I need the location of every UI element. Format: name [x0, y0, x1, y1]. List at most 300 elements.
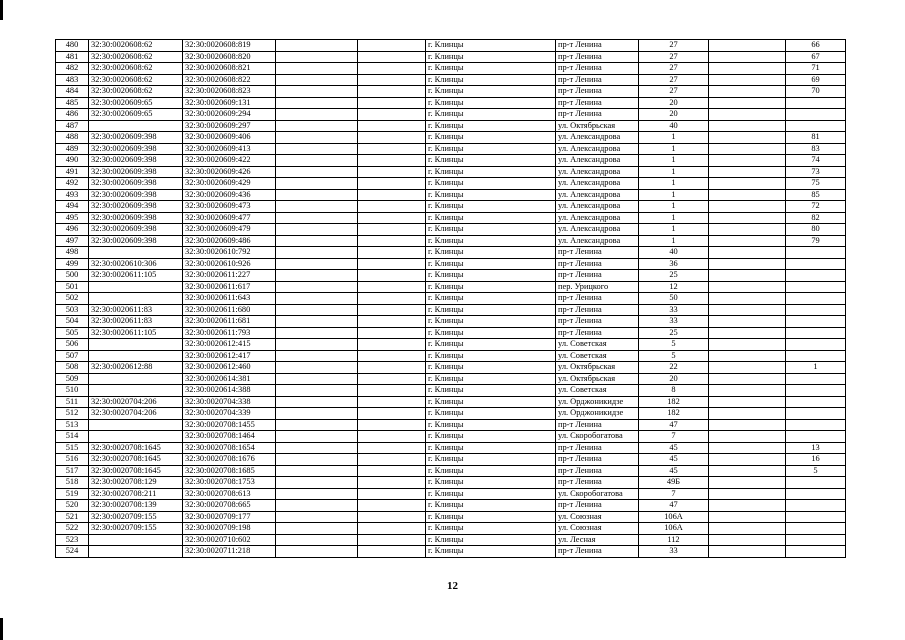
house-number-cell: 20: [639, 373, 709, 385]
table-row: [56, 293, 846, 305]
flat-number-cell: [786, 109, 846, 121]
empty-col-3-cell: [709, 189, 786, 201]
table-row: [56, 419, 846, 431]
flat-number-cell: 85: [786, 189, 846, 201]
empty-col-2-cell: [358, 247, 426, 259]
parent-cadastral-number-cell: 32:30:0020709:155: [89, 523, 183, 535]
street-cell: ул. Октябрьская: [556, 373, 639, 385]
row-number-cell: 517: [56, 465, 89, 477]
empty-col-2-cell: [358, 362, 426, 374]
house-number-cell: 20: [639, 109, 709, 121]
empty-col-3-cell: [709, 293, 786, 305]
flat-number-cell: [786, 396, 846, 408]
cadastral-number-cell: 32:30:0020708:1654: [183, 442, 276, 454]
city-cell: г. Клинцы: [426, 488, 556, 500]
house-number-cell: 40: [639, 247, 709, 259]
flat-number-cell: [786, 373, 846, 385]
parent-cadastral-number-cell: 32:30:0020609:398: [89, 143, 183, 155]
row-number-cell: 488: [56, 132, 89, 144]
flat-number-cell: 16: [786, 454, 846, 466]
empty-col-1-cell: [276, 120, 358, 132]
parent-cadastral-number-cell: 32:30:0020609:398: [89, 132, 183, 144]
table-row: [56, 431, 846, 443]
street-cell: пр-т Ленина: [556, 293, 639, 305]
city-cell: г. Клинцы: [426, 51, 556, 63]
empty-col-1-cell: [276, 373, 358, 385]
house-number-cell: 33: [639, 546, 709, 558]
empty-col-1-cell: [276, 155, 358, 167]
city-cell: г. Клинцы: [426, 201, 556, 213]
street-cell: пр-т Ленина: [556, 97, 639, 109]
empty-col-1-cell: [276, 40, 358, 52]
row-number-cell: 520: [56, 500, 89, 512]
table-row: [56, 166, 846, 178]
house-number-cell: 112: [639, 534, 709, 546]
table-row: [56, 362, 846, 374]
empty-col-1-cell: [276, 235, 358, 247]
table-row: [56, 511, 846, 523]
flat-number-cell: [786, 419, 846, 431]
parent-cadastral-number-cell: 32:30:0020608:62: [89, 40, 183, 52]
street-cell: ул. Орджоникидзе: [556, 396, 639, 408]
empty-col-3-cell: [709, 40, 786, 52]
table-row: [56, 155, 846, 167]
empty-col-3-cell: [709, 477, 786, 489]
empty-col-3-cell: [709, 178, 786, 190]
table-row: [56, 385, 846, 397]
house-number-cell: 36: [639, 258, 709, 270]
parent-cadastral-number-cell: 32:30:0020608:62: [89, 63, 183, 75]
cadastral-number-cell: 32:30:0020708:1685: [183, 465, 276, 477]
cadastral-number-cell: 32:30:0020614:388: [183, 385, 276, 397]
flat-number-cell: 74: [786, 155, 846, 167]
flat-number-cell: [786, 511, 846, 523]
cadastral-number-cell: 32:30:0020611:680: [183, 304, 276, 316]
table-row: [56, 500, 846, 512]
city-cell: г. Клинцы: [426, 500, 556, 512]
city-cell: г. Клинцы: [426, 362, 556, 374]
empty-col-1-cell: [276, 488, 358, 500]
parent-cadastral-number-cell: [89, 120, 183, 132]
table-row: [56, 488, 846, 500]
empty-col-3-cell: [709, 143, 786, 155]
house-number-cell: 22: [639, 362, 709, 374]
empty-col-2-cell: [358, 408, 426, 420]
street-cell: пр-т Ленина: [556, 258, 639, 270]
flat-number-cell: [786, 534, 846, 546]
street-cell: пр-т Ленина: [556, 63, 639, 75]
empty-col-3-cell: [709, 350, 786, 362]
flat-number-cell: 66: [786, 40, 846, 52]
empty-col-3-cell: [709, 97, 786, 109]
cadastral-number-cell: 32:30:0020614:381: [183, 373, 276, 385]
flat-number-cell: [786, 247, 846, 259]
empty-col-3-cell: [709, 212, 786, 224]
row-number-cell: 502: [56, 293, 89, 305]
empty-col-2-cell: [358, 373, 426, 385]
empty-col-2-cell: [358, 442, 426, 454]
parent-cadastral-number-cell: 32:30:0020611:83: [89, 316, 183, 328]
street-cell: ул. Александрова: [556, 224, 639, 236]
parent-cadastral-number-cell: [89, 247, 183, 259]
empty-col-1-cell: [276, 247, 358, 259]
city-cell: г. Клинцы: [426, 442, 556, 454]
flat-number-cell: [786, 281, 846, 293]
flat-number-cell: [786, 270, 846, 282]
street-cell: ул. Александрова: [556, 212, 639, 224]
city-cell: г. Клинцы: [426, 178, 556, 190]
empty-col-2-cell: [358, 385, 426, 397]
row-number-cell: 505: [56, 327, 89, 339]
flat-number-cell: [786, 120, 846, 132]
street-cell: пр-т Ленина: [556, 454, 639, 466]
cadastral-number-cell: 32:30:0020609:422: [183, 155, 276, 167]
street-cell: пр-т Ленина: [556, 40, 639, 52]
street-cell: ул. Советская: [556, 385, 639, 397]
house-number-cell: 1: [639, 166, 709, 178]
empty-col-2-cell: [358, 74, 426, 86]
cadastral-number-cell: 32:30:0020612:417: [183, 350, 276, 362]
empty-col-1-cell: [276, 500, 358, 512]
table-row: [56, 132, 846, 144]
parent-cadastral-number-cell: 32:30:0020609:398: [89, 166, 183, 178]
empty-col-1-cell: [276, 511, 358, 523]
row-number-cell: 495: [56, 212, 89, 224]
flat-number-cell: 13: [786, 442, 846, 454]
empty-col-3-cell: [709, 247, 786, 259]
city-cell: г. Клинцы: [426, 86, 556, 98]
table-row: [56, 546, 846, 558]
empty-col-1-cell: [276, 339, 358, 351]
table-row: [56, 189, 846, 201]
property-registry-table: [55, 39, 846, 558]
empty-col-3-cell: [709, 316, 786, 328]
cadastral-number-cell: 32:30:0020611:617: [183, 281, 276, 293]
house-number-cell: 1: [639, 235, 709, 247]
empty-col-2-cell: [358, 120, 426, 132]
page-edge-mark-bottom: [0, 618, 3, 640]
house-number-cell: 49Б: [639, 477, 709, 489]
table-row: [56, 109, 846, 121]
flat-number-cell: 69: [786, 74, 846, 86]
street-cell: пр-т Ленина: [556, 270, 639, 282]
empty-col-1-cell: [276, 350, 358, 362]
cadastral-number-cell: 32:30:0020612:415: [183, 339, 276, 351]
street-cell: ул. Советская: [556, 350, 639, 362]
house-number-cell: 1: [639, 155, 709, 167]
empty-col-3-cell: [709, 408, 786, 420]
parent-cadastral-number-cell: 32:30:0020708:1645: [89, 465, 183, 477]
row-number-cell: 498: [56, 247, 89, 259]
table-row: [56, 281, 846, 293]
house-number-cell: 33: [639, 316, 709, 328]
cadastral-number-cell: 32:30:0020609:436: [183, 189, 276, 201]
house-number-cell: 27: [639, 86, 709, 98]
empty-col-3-cell: [709, 120, 786, 132]
table-row: [56, 408, 846, 420]
parent-cadastral-number-cell: [89, 373, 183, 385]
house-number-cell: 106А: [639, 511, 709, 523]
street-cell: ул. Александрова: [556, 155, 639, 167]
empty-col-2-cell: [358, 293, 426, 305]
empty-col-3-cell: [709, 373, 786, 385]
street-cell: ул. Октябрьская: [556, 120, 639, 132]
parent-cadastral-number-cell: 32:30:0020708:1645: [89, 442, 183, 454]
city-cell: г. Клинцы: [426, 155, 556, 167]
street-cell: пр-т Ленина: [556, 109, 639, 121]
empty-col-2-cell: [358, 86, 426, 98]
empty-col-1-cell: [276, 293, 358, 305]
empty-col-3-cell: [709, 224, 786, 236]
city-cell: г. Клинцы: [426, 97, 556, 109]
row-number-cell: 523: [56, 534, 89, 546]
empty-col-3-cell: [709, 258, 786, 270]
street-cell: ул. Александрова: [556, 132, 639, 144]
house-number-cell: 8: [639, 385, 709, 397]
empty-col-2-cell: [358, 281, 426, 293]
empty-col-1-cell: [276, 419, 358, 431]
city-cell: г. Клинцы: [426, 431, 556, 443]
flat-number-cell: [786, 408, 846, 420]
house-number-cell: 27: [639, 40, 709, 52]
page-edge-mark-top: [0, 0, 3, 20]
house-number-cell: 50: [639, 293, 709, 305]
street-cell: пр-т Ленина: [556, 419, 639, 431]
cadastral-number-cell: 32:30:0020609:131: [183, 97, 276, 109]
row-number-cell: 511: [56, 396, 89, 408]
row-number-cell: 489: [56, 143, 89, 155]
empty-col-1-cell: [276, 546, 358, 558]
row-number-cell: 491: [56, 166, 89, 178]
empty-col-2-cell: [358, 178, 426, 190]
empty-col-1-cell: [276, 201, 358, 213]
flat-number-cell: [786, 350, 846, 362]
flat-number-cell: 5: [786, 465, 846, 477]
table-row: [56, 51, 846, 63]
empty-col-1-cell: [276, 431, 358, 443]
cadastral-number-cell: 32:30:0020708:1753: [183, 477, 276, 489]
street-cell: пр-т Ленина: [556, 327, 639, 339]
flat-number-cell: [786, 339, 846, 351]
parent-cadastral-number-cell: 32:30:0020611:83: [89, 304, 183, 316]
street-cell: ул. Александрова: [556, 235, 639, 247]
flat-number-cell: [786, 546, 846, 558]
empty-col-2-cell: [358, 201, 426, 213]
empty-col-3-cell: [709, 488, 786, 500]
table-row: [56, 235, 846, 247]
flat-number-cell: 71: [786, 63, 846, 75]
parent-cadastral-number-cell: 32:30:0020704:206: [89, 408, 183, 420]
parent-cadastral-number-cell: [89, 281, 183, 293]
cadastral-number-cell: 32:30:0020709:177: [183, 511, 276, 523]
parent-cadastral-number-cell: 32:30:0020708:129: [89, 477, 183, 489]
empty-col-2-cell: [358, 63, 426, 75]
cadastral-number-cell: 32:30:0020609:486: [183, 235, 276, 247]
street-cell: ул. Александрова: [556, 189, 639, 201]
table-row: [56, 442, 846, 454]
parent-cadastral-number-cell: 32:30:0020708:211: [89, 488, 183, 500]
street-cell: пр-т Ленина: [556, 546, 639, 558]
cadastral-number-cell: 32:30:0020611:793: [183, 327, 276, 339]
house-number-cell: 7: [639, 488, 709, 500]
row-number-cell: 485: [56, 97, 89, 109]
parent-cadastral-number-cell: 32:30:0020608:62: [89, 51, 183, 63]
city-cell: г. Клинцы: [426, 63, 556, 75]
row-number-cell: 484: [56, 86, 89, 98]
empty-col-1-cell: [276, 362, 358, 374]
empty-col-1-cell: [276, 189, 358, 201]
city-cell: г. Клинцы: [426, 327, 556, 339]
table-row: [56, 270, 846, 282]
empty-col-1-cell: [276, 327, 358, 339]
table-row: [56, 178, 846, 190]
empty-col-2-cell: [358, 109, 426, 121]
city-cell: г. Клинцы: [426, 465, 556, 477]
table-row: [56, 534, 846, 546]
empty-col-2-cell: [358, 431, 426, 443]
page-number: 12: [447, 580, 458, 592]
street-cell: пр-т Ленина: [556, 316, 639, 328]
empty-col-3-cell: [709, 155, 786, 167]
parent-cadastral-number-cell: 32:30:0020609:398: [89, 178, 183, 190]
empty-col-2-cell: [358, 500, 426, 512]
flat-number-cell: [786, 431, 846, 443]
row-number-cell: 490: [56, 155, 89, 167]
flat-number-cell: 82: [786, 212, 846, 224]
table-row: [56, 350, 846, 362]
empty-col-1-cell: [276, 109, 358, 121]
empty-col-1-cell: [276, 258, 358, 270]
row-number-cell: 510: [56, 385, 89, 397]
flat-number-cell: 1: [786, 362, 846, 374]
table-row: [56, 465, 846, 477]
cadastral-number-cell: 32:30:0020610:792: [183, 247, 276, 259]
street-cell: пр-т Ленина: [556, 304, 639, 316]
parent-cadastral-number-cell: 32:30:0020609:398: [89, 201, 183, 213]
cadastral-number-cell: 32:30:0020708:613: [183, 488, 276, 500]
empty-col-1-cell: [276, 97, 358, 109]
parent-cadastral-number-cell: 32:30:0020609:398: [89, 212, 183, 224]
parent-cadastral-number-cell: 32:30:0020609:65: [89, 109, 183, 121]
empty-col-3-cell: [709, 63, 786, 75]
empty-col-2-cell: [358, 51, 426, 63]
empty-col-1-cell: [276, 166, 358, 178]
flat-number-cell: 72: [786, 201, 846, 213]
empty-col-1-cell: [276, 281, 358, 293]
flat-number-cell: 70: [786, 86, 846, 98]
house-number-cell: 182: [639, 408, 709, 420]
cadastral-number-cell: 32:30:0020711:218: [183, 546, 276, 558]
city-cell: г. Клинцы: [426, 40, 556, 52]
cadastral-number-cell: 32:30:0020708:1455: [183, 419, 276, 431]
empty-col-1-cell: [276, 51, 358, 63]
city-cell: г. Клинцы: [426, 109, 556, 121]
flat-number-cell: [786, 304, 846, 316]
empty-col-2-cell: [358, 339, 426, 351]
house-number-cell: 5: [639, 350, 709, 362]
parent-cadastral-number-cell: 32:30:0020608:62: [89, 86, 183, 98]
empty-col-3-cell: [709, 235, 786, 247]
empty-col-3-cell: [709, 419, 786, 431]
house-number-cell: 5: [639, 339, 709, 351]
empty-col-3-cell: [709, 109, 786, 121]
empty-col-3-cell: [709, 442, 786, 454]
empty-col-1-cell: [276, 454, 358, 466]
house-number-cell: 45: [639, 454, 709, 466]
city-cell: г. Клинцы: [426, 350, 556, 362]
empty-col-1-cell: [276, 63, 358, 75]
empty-col-2-cell: [358, 189, 426, 201]
house-number-cell: 1: [639, 212, 709, 224]
parent-cadastral-number-cell: 32:30:0020708:139: [89, 500, 183, 512]
parent-cadastral-number-cell: 32:30:0020611:105: [89, 327, 183, 339]
street-cell: пер. Урицкого: [556, 281, 639, 293]
house-number-cell: 1: [639, 143, 709, 155]
house-number-cell: 1: [639, 132, 709, 144]
row-number-cell: 515: [56, 442, 89, 454]
parent-cadastral-number-cell: 32:30:0020609:65: [89, 97, 183, 109]
cadastral-number-cell: 32:30:0020611:643: [183, 293, 276, 305]
row-number-cell: 506: [56, 339, 89, 351]
street-cell: пр-т Ленина: [556, 500, 639, 512]
parent-cadastral-number-cell: 32:30:0020608:62: [89, 74, 183, 86]
empty-col-2-cell: [358, 212, 426, 224]
empty-col-1-cell: [276, 523, 358, 535]
empty-col-3-cell: [709, 523, 786, 535]
empty-col-1-cell: [276, 74, 358, 86]
table-row: [56, 304, 846, 316]
street-cell: ул. Союзная: [556, 523, 639, 535]
street-cell: ул. Союзная: [556, 511, 639, 523]
empty-col-1-cell: [276, 143, 358, 155]
city-cell: г. Клинцы: [426, 419, 556, 431]
empty-col-2-cell: [358, 97, 426, 109]
cadastral-number-cell: 32:30:0020609:426: [183, 166, 276, 178]
empty-col-1-cell: [276, 534, 358, 546]
house-number-cell: 27: [639, 74, 709, 86]
city-cell: г. Клинцы: [426, 546, 556, 558]
empty-col-3-cell: [709, 327, 786, 339]
cadastral-number-cell: 32:30:0020609:413: [183, 143, 276, 155]
table-row: [56, 212, 846, 224]
empty-col-2-cell: [358, 258, 426, 270]
house-number-cell: 1: [639, 178, 709, 190]
house-number-cell: 40: [639, 120, 709, 132]
table-row: [56, 143, 846, 155]
empty-col-1-cell: [276, 132, 358, 144]
empty-col-3-cell: [709, 431, 786, 443]
city-cell: г. Клинцы: [426, 258, 556, 270]
house-number-cell: 27: [639, 51, 709, 63]
empty-col-2-cell: [358, 166, 426, 178]
house-number-cell: 45: [639, 442, 709, 454]
flat-number-cell: [786, 97, 846, 109]
parent-cadastral-number-cell: 32:30:0020709:155: [89, 511, 183, 523]
empty-col-3-cell: [709, 546, 786, 558]
street-cell: ул. Скоробогатова: [556, 488, 639, 500]
house-number-cell: 1: [639, 189, 709, 201]
cadastral-number-cell: 32:30:0020709:198: [183, 523, 276, 535]
city-cell: г. Клинцы: [426, 166, 556, 178]
empty-col-1-cell: [276, 86, 358, 98]
cadastral-number-cell: 32:30:0020704:338: [183, 396, 276, 408]
empty-col-2-cell: [358, 546, 426, 558]
row-number-cell: 514: [56, 431, 89, 443]
empty-col-2-cell: [358, 534, 426, 546]
flat-number-cell: [786, 385, 846, 397]
row-number-cell: 494: [56, 201, 89, 213]
street-cell: пр-т Ленина: [556, 74, 639, 86]
